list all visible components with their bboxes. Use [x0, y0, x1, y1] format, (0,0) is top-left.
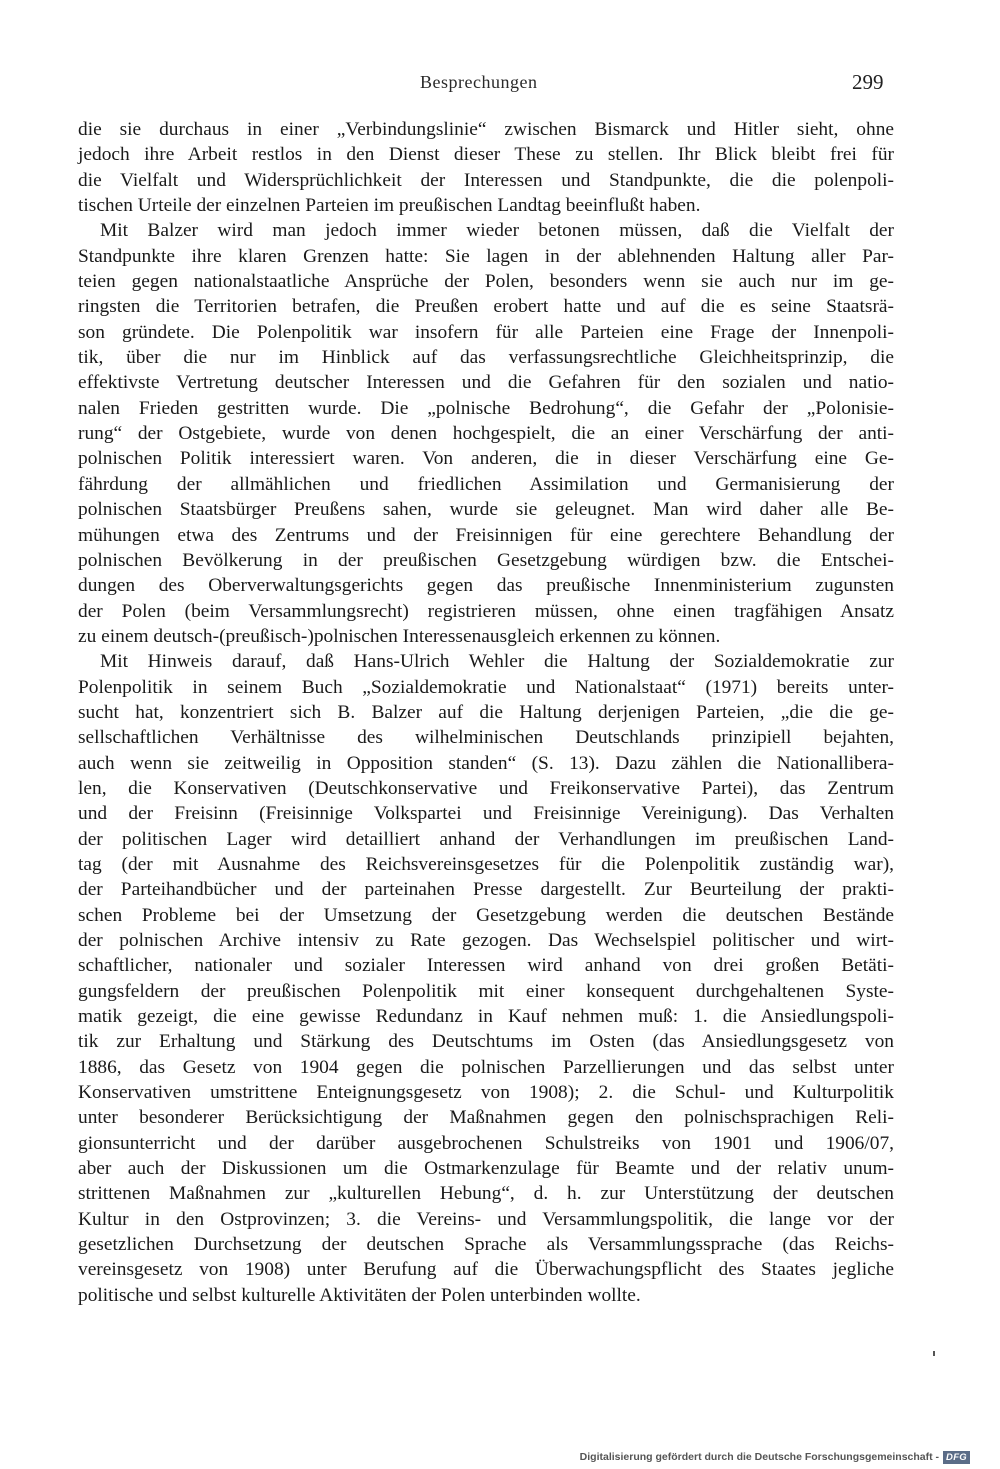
- running-title: Besprechungen: [420, 72, 538, 92]
- text-line: Standpunkte ihre klaren Grenzen hatte: Sie lagen in der ablehnenden Haltung aller Par-: [78, 245, 894, 267]
- text-line: fährdung der allmählichen und friedlichen Assimilation und Germanisierung der: [78, 473, 894, 495]
- text-line: tik zur Erhaltung und Stärkung des Deutschtums im Osten (das Ansiedlungsgesetz von: [78, 1031, 894, 1053]
- text-line: gesetzlichen Durchsetzung der deutschen Sprache als Versammlungssprache (das Reichs-: [78, 1234, 894, 1256]
- text-line: tag (der mit Ausnahme des Reichsvereinsgesetzes für die Polenpolitik zuständig war),: [78, 853, 894, 875]
- text-line: dungen des Oberverwaltungsgerichts gegen das preußische Innenministerium zugunsten: [78, 575, 894, 597]
- text-line: sellschaftlichen Verhältnisse des wilhelminischen Deutschlands prinzipiell bejahten,: [78, 727, 894, 749]
- text-line: tik, über die nur im Hinblick auf das verfassungsrechtliche Gleichheitsprinzip, die: [78, 347, 894, 369]
- body-text: [78, 117, 894, 1308]
- text-line: der Polen (beim Versammlungsrecht) registrieren müssen, ohne einen tragfähigen Ansatz: [78, 600, 894, 622]
- text-line: polnischen Staatsbürger Preußens sahen, wurde sie geleugnet. Man wird daher alle Be-: [78, 499, 894, 521]
- text-line: matik gezeigt, die eine gewisse Redundanz in Kauf nehmen muß: 1. die Ansiedlungspoli-: [78, 1006, 894, 1028]
- text-line: gionsunterricht und der darüber ausgebrochenen Schulstreiks von 1901 und 1906/07,: [78, 1132, 894, 1154]
- text-line: ringsten die Territorien betrafen, die Preußen erobert hatte und auf die es seine Staatsrä-: [78, 296, 894, 318]
- text-line: und der Freisinn (Freisinnige Volkspartei und Freisinnige Vereinigung). Das Verhalten: [78, 803, 894, 825]
- text-line: politische und selbst kulturelle Aktivitäten der Polen unterbinden wollte.: [78, 1284, 641, 1306]
- text-line: schaftlicher, nationaler und sozialer Interessen wird anhand von drei großen Betäti-: [78, 955, 894, 977]
- text-line: vereinsgesetz von 1908) unter Berufung auf die Überwachungspflicht des Staates jegliche: [78, 1259, 894, 1281]
- text-line: nalen Frieden gestritten wurde. Die „polnische Bedrohung“, die Gefahr der „Polonisie-: [78, 397, 894, 419]
- text-line: polnischen Bevölkerung in der preußischen Gesetzgebung würdigen bzw. die Entschei-: [78, 549, 894, 571]
- text-line: polnischen Politik interessiert waren. Von anderen, die in dieser Verschärfung eine Ge-: [78, 448, 894, 470]
- text-line: jedoch ihre Arbeit restlos in den Dienst dieser These zu stellen. Ihr Blick bleibt frei für: [78, 144, 894, 166]
- text-line: der politischen Lager wird detailliert anhand der Verhandlungen im preußischen Land-: [78, 828, 894, 850]
- text-line: die Vielfalt und Widersprüchlichkeit der Interessen und Standpunkte, die die polenpoli-: [78, 169, 894, 191]
- credit-text: Digitalisierung gefördert durch die Deutsche Forschungsgemeinschaft -: [579, 1451, 940, 1463]
- paragraph-2: [78, 218, 894, 649]
- text-line: 1886, das Gesetz von 1904 gegen die polnischen Parzellierungen und das selbst unter: [78, 1056, 894, 1078]
- running-head: [0, 72, 1000, 96]
- text-line: die sie durchaus in einer „Verbindungslinie“ zwischen Bismarck und Hitler sieht, ohne: [78, 119, 894, 140]
- scan-speck: [933, 1351, 935, 1356]
- text-line: sucht hat, konzentriert sich B. Balzer auf die Haltung derjenigen Parteien, „die die ge-: [78, 701, 894, 723]
- text-line: strittenen Maßnahmen zur „kulturellen Hebung“, d. h. zur Unterstützung der deutschen: [78, 1183, 894, 1205]
- text-line: len, die Konservativen (Deutschkonservative und Freikonservative Partei), das Zentrum: [78, 777, 894, 799]
- text-line: der polnischen Archive intensiv zu Rate gezogen. Das Wechselspiel politischer und wirt-: [78, 930, 894, 951]
- text-line: tischen Urteile der einzelnen Parteien im preußischen Landtag beeinflußt haben.: [78, 195, 701, 217]
- text-line: Konservativen umstrittene Enteignungsgesetz von 1908); 2. die Schul- und Kulturpolitik: [78, 1082, 894, 1104]
- text-line: auch wenn sie zeitweilig in Opposition standen“ (S. 13). Dazu zählen die Nationallibera-: [78, 752, 894, 774]
- text-line: der Parteihandbücher und der parteinahen Presse dargestellt. Zur Beurteilung der prakti-: [78, 879, 894, 901]
- text-line: mühungen etwa des Zentrums und der Freisinnigen für eine gerechtere Behandlung der: [78, 524, 894, 546]
- dfg-logo: DFG: [943, 1451, 970, 1464]
- text-line: schen Probleme bei der Umsetzung der Gesetzgebung werden die deutschen Bestände: [78, 904, 894, 926]
- text-line: Mit Balzer wird man jedoch immer wieder betonen müssen, daß die Vielfalt der: [100, 220, 894, 242]
- text-line: son gründete. Die Polenpolitik war insofern für alle Parteien eine Frage der Innenpoli-: [78, 321, 894, 343]
- text-line: zu einem deutsch-(preußisch-)polnischen Interessenausgleich erkennen zu können.: [78, 625, 721, 647]
- text-line: aber auch der Diskussionen um die Ostmarkenzulage für Beamte und der relativ unum-: [78, 1158, 894, 1180]
- paragraph-1: [78, 117, 894, 218]
- text-line: Mit Hinweis darauf, daß Hans-Ulrich Wehler die Haltung der Sozialdemokratie zur: [100, 651, 894, 673]
- text-line: gungsfeldern der preußischen Polenpolitik mit einer konsequent durchgehaltenen Syste-: [78, 980, 894, 1002]
- text-line: effektivste Vertretung deutscher Interessen und die Gefahren für den sozialen und natio-: [78, 372, 894, 394]
- paragraph-3: [78, 649, 894, 1308]
- text-line: Polenpolitik in seinem Buch „Sozialdemokratie und Nationalstaat“ (1971) bereits unter-: [78, 676, 894, 698]
- page-number: 299: [852, 70, 884, 94]
- digitization-credit: [580, 1450, 970, 1464]
- text-line: Kultur in den Ostprovinzen; 3. die Vereins- und Versammlungspolitik, die lange vor der: [78, 1208, 894, 1230]
- text-line: unter besonderer Berücksichtigung der Maßnahmen gegen den polnischsprachigen Reli-: [78, 1107, 894, 1129]
- text-line: teien gegen nationalstaatliche Ansprüche der Polen, besonders wenn sie auch nur im ge-: [78, 271, 894, 293]
- text-line: rung“ der Ostgebiete, wurde von denen hochgespielt, die an einer Verschärfung der anti-: [78, 423, 894, 445]
